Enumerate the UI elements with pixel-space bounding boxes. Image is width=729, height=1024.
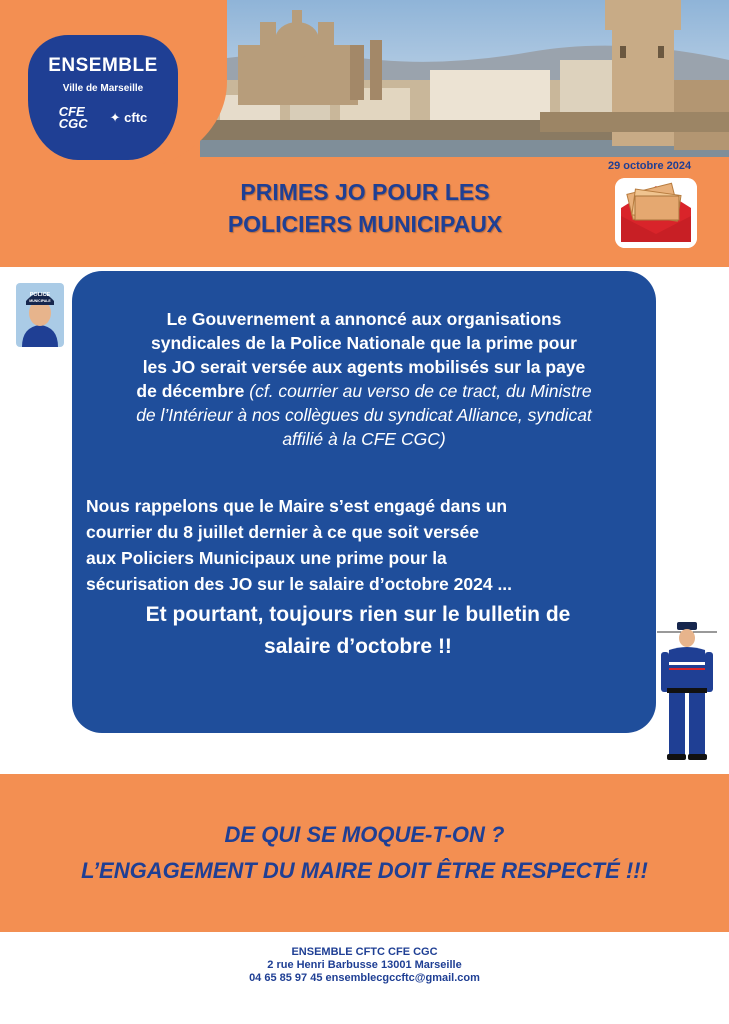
logo-title: ENSEMBLE bbox=[48, 55, 158, 76]
complaint-paragraph: Et pourtant, toujours rien sur le bulletin de salaire d’octobre !! bbox=[145, 603, 571, 658]
contact-address: 2 rue Henri Barbusse 13001 Marseille bbox=[267, 959, 462, 971]
marseille-photo bbox=[200, 0, 729, 157]
contact-phone-email: 04 65 85 97 45 ensemblecgccftc@gmail.com bbox=[249, 972, 480, 984]
police-officer-illustration bbox=[657, 618, 717, 763]
announcement-paragraph: Le Gouvernement a annoncé aux organisations syndicales de la Police Nationale que la prime pour les JO serait versée aux agents mobilisés sur la paye de décembre (cf. courrier au verso de ce tract, du Ministre de l’Intérieur à nos collègues du syndicat Alliance, syndicat affilié à la CFE CGC) bbox=[136, 309, 592, 449]
slogan-band bbox=[0, 774, 729, 932]
badge-line1: POLICE bbox=[29, 292, 51, 298]
cfe-cgc-logo: CFE CGC bbox=[58, 104, 88, 131]
logo-area bbox=[0, 0, 227, 172]
ensemble-logo bbox=[28, 35, 178, 160]
main-message-box bbox=[72, 271, 656, 733]
badge-line2: MUNICIPALE bbox=[29, 299, 51, 303]
cftc-logo: ✦ cftc bbox=[109, 110, 148, 125]
contact-block bbox=[0, 946, 729, 985]
union-marks bbox=[28, 106, 178, 130]
slogan-question: DE QUI SE MOQUE-T-ON ? bbox=[224, 822, 505, 847]
publication-date: 29 octobre 2024 bbox=[608, 160, 692, 172]
logo-subtitle: Ville de Marseille bbox=[62, 83, 144, 94]
slogan-demand: L’ENGAGEMENT DU MAIRE DOIT ÊTRE RESPECTÉ !!! bbox=[81, 858, 648, 883]
contact-org: ENSEMBLE CFTC CFE CGC bbox=[291, 946, 438, 958]
mayor-commitment-paragraph: Nous rappelons que le Maire s’est engagé dans un courrier du 8 juillet dernier à ce que soit versée aux Policiers Municipaux une prime pour la sécurisation des JO sur le salaire d’octobre 2024 ... bbox=[86, 496, 513, 594]
page-title: PRIMES JO POUR LES POLICIERS MUNICIPAUX bbox=[227, 179, 503, 237]
bird-icon: ✦ bbox=[109, 110, 121, 125]
police-badge-icon bbox=[16, 283, 64, 347]
money-envelope-image bbox=[615, 178, 697, 248]
